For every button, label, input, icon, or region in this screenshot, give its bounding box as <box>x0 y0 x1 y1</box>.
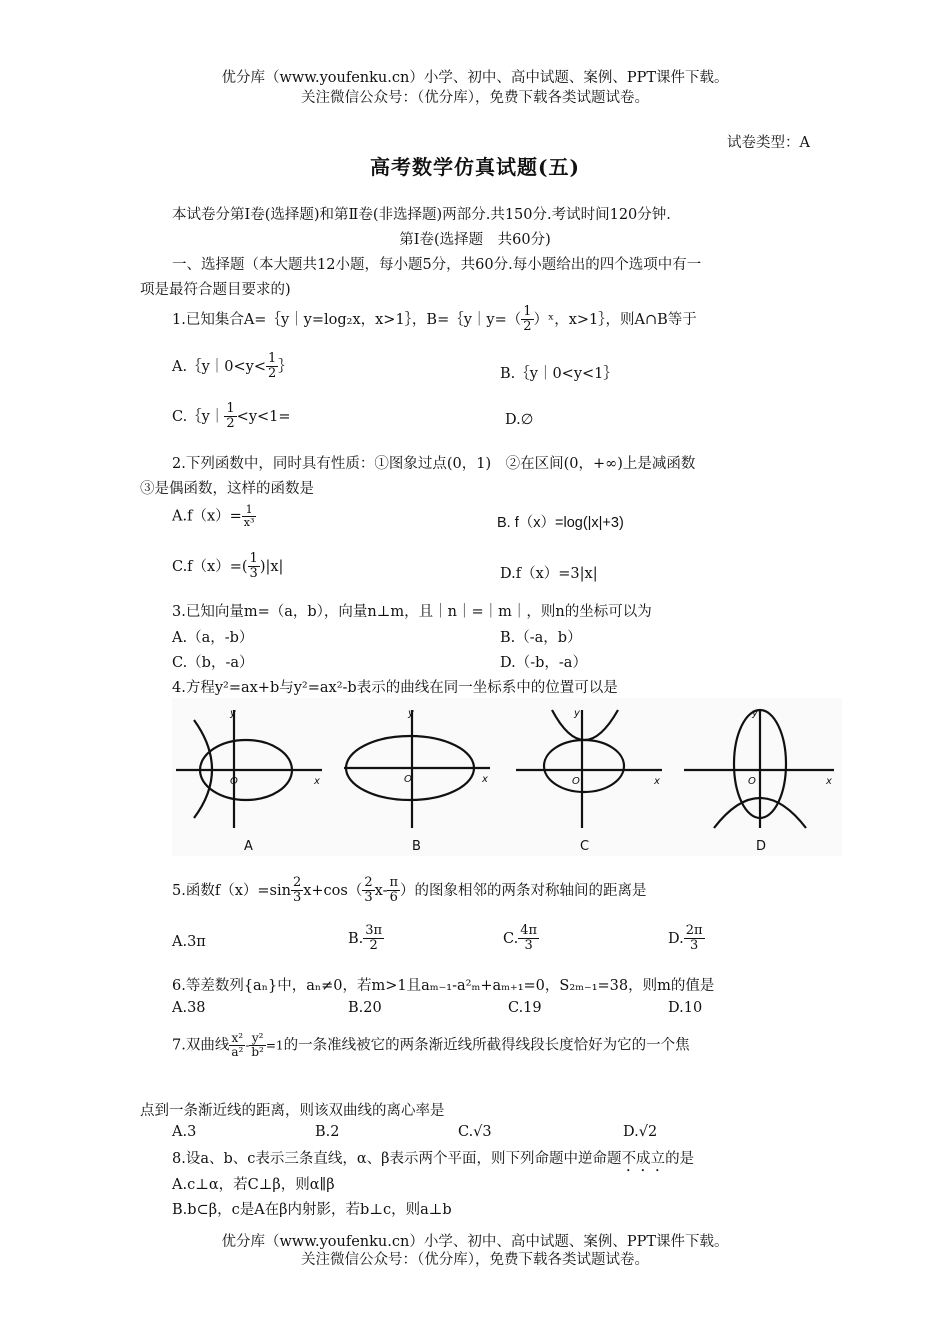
q7-eq: =1 <box>265 1038 284 1053</box>
q7-f2-num: y² <box>249 1032 266 1046</box>
q5-c-fraction <box>518 924 539 954</box>
q7-stem-part-b: 的一条准线被它的两条渐近线所截得线段长度恰好为它的一个焦 <box>283 1037 690 1054</box>
q5-stem-part-c: x- <box>374 882 388 899</box>
q3-option-c: C.（b，-a） <box>172 655 254 671</box>
q1-option-a <box>172 352 293 382</box>
q5-option-d <box>668 924 705 954</box>
q2-c-den: 3 <box>249 566 258 582</box>
q7-option-d: D.√2 <box>623 1124 658 1140</box>
q5-option-c <box>503 924 539 954</box>
figure-d-graph <box>684 710 834 828</box>
q5-option-b <box>348 924 384 954</box>
q7-stem-part-a: 7.双曲线 <box>172 1037 230 1054</box>
question-7-line-2: 点到一条渐近线的距离，则该双曲线的离心率是 <box>140 1103 445 1119</box>
figure-a-graph <box>176 710 322 828</box>
page-title: 高考数学仿真试题(五) <box>370 155 580 179</box>
q1-option-c <box>172 402 291 432</box>
q1-option-d: D.∅ <box>505 412 534 428</box>
figure-d-y-label: y <box>752 708 758 719</box>
q3-option-a: A.（a，-b） <box>172 630 254 646</box>
q5-b-den: 2 <box>369 938 378 954</box>
q7-option-b: B.2 <box>315 1124 340 1140</box>
figure-d-label: D <box>756 839 767 854</box>
q7-minus: - <box>245 1038 250 1053</box>
section-one-line-2: 项是最符合题目要求的) <box>140 282 291 298</box>
q7-f1-num: x² <box>229 1032 245 1046</box>
figure-a-y-label: y <box>230 708 236 719</box>
question-3-stem: 3.已知向量m=（a，b），向量n⊥m，且｜n｜=｜m｜，则n的坐标可以为 <box>172 604 652 620</box>
question-2-line-2: ③是偶函数，这样的函数是 <box>140 481 314 497</box>
header-line-1: 优分库（www.youfenku.cn）小学、初中、高中试题、案例、PPT课件下载。 <box>221 70 729 86</box>
q2-option-c <box>172 552 283 582</box>
q7-option-a: A.3 <box>172 1124 197 1140</box>
q5-stem-part-b: x+cos（ <box>303 882 363 899</box>
q4-figures <box>172 698 842 856</box>
q6-option-a: A.38 <box>172 1000 206 1016</box>
q3-option-d: D.（-b，-a） <box>500 655 587 671</box>
figure-b-graph <box>344 710 490 828</box>
figure-b-x-label: x <box>482 774 488 785</box>
figure-a-origin: O <box>230 776 238 787</box>
figure-a-label: A <box>244 839 253 854</box>
q2-a-fraction <box>242 504 257 529</box>
part-one-heading: 第Ⅰ卷(选择题 共60分) <box>399 232 551 248</box>
question-6-stem: 6.等差数列{aₙ}中，aₙ≠0，若m>1且aₘ₋₁-a²ₘ+aₘ₊₁=0，S₂ₘ₋₁=38，则m的值是 <box>172 978 715 994</box>
q6-option-d: D.10 <box>668 1000 703 1016</box>
q1-fraction <box>521 305 533 335</box>
q8-stem-part-b: 的是 <box>665 1151 695 1167</box>
q7-option-c: C.√3 <box>458 1124 492 1140</box>
q5-c-num: 4π <box>520 923 538 938</box>
footer-line-2: 关注微信公众号：（优分库），免费下载各类试题试卷。 <box>301 1252 649 1268</box>
q5-frac-3 <box>387 876 400 906</box>
figure-a-x-label: x <box>314 776 320 787</box>
q6-option-b: B.20 <box>348 1000 382 1016</box>
q5-d-den: 3 <box>689 938 699 954</box>
q8-emphasis: 不成立 <box>621 1151 666 1167</box>
figure-c-ellipse <box>544 740 624 792</box>
q1-frac-num: 1 <box>523 304 532 319</box>
q7-f2-den: b² <box>251 1045 264 1060</box>
q1-a-num: 1 <box>268 351 277 366</box>
q5-b-label: B. <box>348 930 364 947</box>
header-line-2: 关注微信公众号：（优分库），免费下载各类试题试卷。 <box>301 90 649 106</box>
q7-frac-1 <box>229 1032 245 1059</box>
q2-a-num: 1 <box>242 504 257 517</box>
figure-c-x-label: x <box>654 776 660 787</box>
figure-c-parabola <box>552 710 618 740</box>
q5-f2-den: 3 <box>364 890 373 906</box>
question-7-stem <box>172 1032 690 1059</box>
q5-b-num: 3π <box>365 923 383 938</box>
q6-option-c: C.19 <box>508 1000 542 1016</box>
figure-d-origin: O <box>748 776 756 787</box>
q5-frac-1 <box>291 876 303 906</box>
q8-option-a: A.c⊥α，若C⊥β，则α∥β <box>172 1177 335 1193</box>
q3-option-b: B.（-a，b） <box>500 630 582 646</box>
q4-figures-svg <box>172 698 842 856</box>
q5-option-a: A.3π <box>172 934 206 950</box>
q2-c-rest: )|x| <box>259 558 284 575</box>
q5-d-label: D. <box>668 930 684 947</box>
figure-c-label: C <box>580 839 590 854</box>
q5-f3-den: 6 <box>389 890 398 906</box>
q8-option-b: B.b⊂β，c是A在β内射影，若b⊥c，则a⊥b <box>172 1202 452 1218</box>
q5-frac-2 <box>362 876 374 906</box>
q5-stem-part-a: 5.函数f（x）=sin <box>172 882 291 899</box>
q2-c-num: 1 <box>249 551 258 566</box>
figure-c-graph <box>516 710 662 828</box>
q5-c-den: 3 <box>524 938 533 954</box>
q5-b-fraction <box>363 924 384 954</box>
q5-d-fraction <box>684 924 705 954</box>
q5-f1-den: 3 <box>292 890 302 906</box>
exam-type: 试卷类型：A <box>727 135 810 151</box>
section-one-line-1: 一、选择题（本大题共12小题，每小题5分，共60分.每小题给出的四个选项中有一 <box>172 257 702 273</box>
question-8-stem <box>172 1147 694 1175</box>
q5-f2-num: 2 <box>364 875 373 890</box>
q5-c-label: C. <box>503 930 519 947</box>
q8-stem-part-a: 8.设a、b、c表示三条直线，α、β表示两个平面，则下列命题中逆命题 <box>172 1151 622 1167</box>
q1-c-num: 1 <box>226 401 235 416</box>
figure-c-y-label: y <box>574 708 580 719</box>
q2-a-den: x³ <box>243 516 255 530</box>
q5-stem-part-d: ）的图象相邻的两条对称轴间的距离是 <box>400 882 647 899</box>
q1-a-fraction <box>266 352 278 382</box>
q2-option-d: D.f（x）=3|x| <box>500 566 598 582</box>
q2-option-a <box>172 504 256 529</box>
figure-b-label: B <box>412 839 421 854</box>
q1-c-fraction <box>224 402 236 432</box>
q7-f1-den: a² <box>231 1045 244 1060</box>
intro-text: 本试卷分第Ⅰ卷(选择题)和第Ⅱ卷(非选择题)两部分.共150分.考试时间120分钟. <box>172 207 671 223</box>
q1-c-text: C.｛y｜ <box>172 408 225 425</box>
figure-b-y-label: y <box>408 708 414 719</box>
q2-option-b: B. f（x）=log(|x|+3) <box>497 515 624 531</box>
q2-c-fraction <box>248 552 260 582</box>
q1-frac-den: 2 <box>523 319 532 335</box>
question-5-stem <box>172 876 647 906</box>
figure-d-x-label: x <box>826 776 832 787</box>
q1-stem-part-a: 1.已知集合A=｛y｜y=log₂x，x>1｝，B=｛y｜y=（ <box>172 311 522 328</box>
question-2-line-1: 2.下列函数中，同时具有性质：①图象过点(0，1) ②在区间(0，+∞)上是减函数 <box>172 456 696 472</box>
question-1-stem <box>172 305 697 335</box>
q5-d-num: 2π <box>685 923 703 938</box>
q1-option-b: B.｛y｜0<y<1｝ <box>500 366 618 382</box>
q5-f1-num: 2 <box>292 875 302 890</box>
q7-frac-2 <box>249 1032 266 1059</box>
question-4-stem: 4.方程y²=ax+b与y²=ax²-b表示的曲线在同一坐标系中的位置可以是 <box>172 680 618 696</box>
q1-a-close: ｝ <box>278 358 293 375</box>
figure-b-origin: O <box>404 774 412 785</box>
q2-c-text: C.f（x）=( <box>172 558 248 575</box>
q1-c-rest: <y<1= <box>236 408 291 425</box>
q1-a-den: 2 <box>268 366 277 382</box>
q1-stem-part-b: ）ˣ，x>1｝，则A∩B等于 <box>533 311 697 328</box>
q2-a-text: A.f（x）= <box>172 508 242 525</box>
q5-f3-num: π <box>389 875 399 890</box>
footer-line-1: 优分库（www.youfenku.cn）小学、初中、高中试题、案例、PPT课件下载。 <box>221 1234 729 1250</box>
q1-c-den: 2 <box>226 416 235 432</box>
q1-a-text: A.｛y｜0<y< <box>172 358 266 375</box>
figure-c-origin: O <box>572 776 580 787</box>
